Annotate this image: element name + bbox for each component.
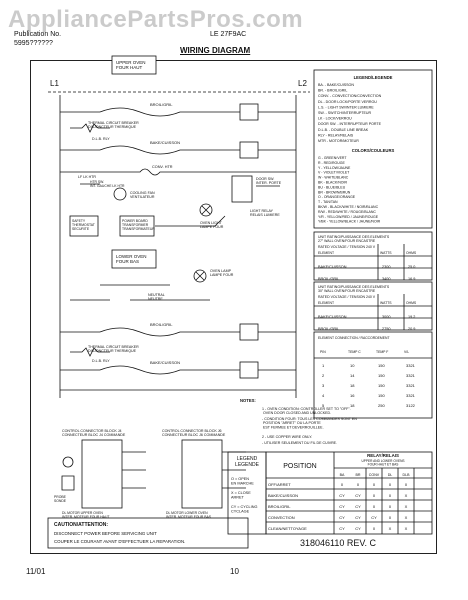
colors-title: COLORS/COULEURS <box>351 148 395 153</box>
upper-light-label: OVEN LIGHT LAMPE FOUR <box>200 221 224 230</box>
relay-cell: 0 <box>372 482 376 487</box>
relay-cell: CY <box>339 493 345 498</box>
pin-cell: 16 <box>350 393 355 398</box>
lower-breaker-label: THERMAL CIRCUIT BREAKER DISJONCTEUR THERMIQUE <box>88 345 139 354</box>
relay-cell: X <box>404 504 408 509</box>
relay-row-label: CLEAN/NETTOYAGE <box>268 526 307 531</box>
rating2-cell: 3000 <box>382 315 391 319</box>
upper-dlb-label: D.L.B. RLY <box>92 137 110 141</box>
lower-dlb-label: D.L.B. RLY <box>92 359 110 363</box>
legend-title: LEGEND/LEGENDE <box>353 75 393 80</box>
rating2-head-element: ELEMENT <box>318 301 335 305</box>
color-item: G - GREEN/VERT <box>318 156 347 160</box>
lower-bake-label: BAKE/CUISSON <box>150 360 181 365</box>
pin-cell: 18 <box>350 383 355 388</box>
relay-cell: 0 <box>372 504 376 509</box>
rating1-subtitle: RATED VOLTAGE / TENSION 240 V <box>318 245 376 249</box>
legend-item: L.S. - LIGHT SW/INTER LUMIERE <box>318 105 374 110</box>
pin-head: PIN <box>320 350 326 354</box>
l1-label: L1 <box>50 79 59 88</box>
pin-cell: 3122 <box>406 403 415 408</box>
rating1-cell: BROIL/GRIL <box>318 277 340 281</box>
lower-neutral-label: NEUTRAL NEUTRE <box>148 293 165 302</box>
relay-cell: 0 <box>404 482 408 487</box>
legend-item: DOOR SW. - INTERRUPTEUR PORTE <box>318 122 382 127</box>
pin-head: TEMP F <box>376 350 389 354</box>
part-number: 318046110 REV. C <box>300 538 377 548</box>
pin-cell: 4 <box>322 393 325 398</box>
motor-lower-label: DL MOTOR LOWER OVEN INTER. MOTEUR FOUR BAS <box>166 511 212 519</box>
color-item: W - WHITE/BLANC <box>318 175 349 180</box>
motor-upper-label: DL MOTOR UPPER OVEN INTER. MOTEUR FOUR HAUT <box>62 511 110 519</box>
relay-cell: 0 <box>356 482 360 487</box>
relay-cell: CY <box>355 493 361 498</box>
relay-cell: CY <box>355 515 361 520</box>
relay-row-label: BROIL/GRIL <box>268 504 291 509</box>
relay-cell: 0 <box>372 526 376 531</box>
color-item: T - TAN/TAN <box>318 200 338 205</box>
rating2-title: UNIT RATING/PUISSANCE DES ELEMENTS 30" WALL OVEN/FOUR ENCASTRE <box>318 285 390 294</box>
relay-col-head: BA <box>339 473 345 477</box>
rating2-head-ohms: OHMS <box>406 301 417 305</box>
relay-cell: 0 <box>388 504 392 509</box>
upper-safety-label: SAFETY THERMOSTAT SECURITE <box>72 219 95 231</box>
pin-head: V/L <box>404 350 410 354</box>
pin-cell: 5 <box>322 403 325 408</box>
caution-line2: COUPER LE COURANT AVANT D'EFFECTUER LA REPARATION. <box>54 539 186 544</box>
pin-cell: 3321 <box>406 363 415 368</box>
relay-col-head: CONV <box>368 473 380 477</box>
pin-cell: 150 <box>378 363 385 368</box>
legend-item: RLY - RELAY/RELAIS <box>318 133 354 138</box>
legend-item: LK - LOCK/VERROU <box>318 116 352 121</box>
relay-cell: X <box>404 515 408 520</box>
publication-number: 5995?????? <box>14 40 53 47</box>
rating1-cell: BAKE/CUISSON <box>318 265 347 269</box>
lower-oven-label: LOWER OVEN FOUR BAS <box>116 254 147 265</box>
note-item: - CONDITION FOUR: TOUS LES COMMANDES SONT EN POSITION "ARRET" OU LA PORTE EST FERMEE ET DEVERROUILLEE. <box>262 417 357 430</box>
lower-broil-label: BROIL/GRIL <box>150 322 173 327</box>
upper-breaker-label: THERMAL CIRCUIT BREAKER DISJONCTEUR THERMIQUE <box>88 121 139 130</box>
switch-legend-item: CY = CYCLING CYCLAGE <box>231 505 258 514</box>
rating1-head-ohms: OHMS <box>406 251 417 255</box>
relay-row-label: OFF/ARRET <box>268 482 291 487</box>
relay-row-label: BAKE/CUISSON <box>268 493 299 498</box>
switch-legend-title: LEGEND LEGENDE <box>235 456 259 468</box>
upper-bake-label: BAKE/CUISSON <box>150 140 181 145</box>
pin-cell: 3321 <box>406 393 415 398</box>
pin-cell: 150 <box>378 393 385 398</box>
upper-conv-label: CONV. HTR <box>152 165 173 169</box>
relay-subtitle: UPPER AND LOWER OVENS FOUR HAUT ET BAS <box>361 459 405 467</box>
pin-table-title: ELEMENT CONNECTION / RACCORDEMENT <box>318 336 390 340</box>
footer-page: 10 <box>230 567 239 576</box>
relay-cell: CY <box>355 526 361 531</box>
upper-oven-label: UPPER OVEN FOUR HAUT <box>116 60 146 71</box>
relay-cell: 0 <box>388 515 392 520</box>
legend-item: BA. - BAKE/CUISSON <box>318 83 354 87</box>
pin-cell: 3 <box>322 383 325 388</box>
caution-title: CAUTION/ATTENTION: <box>54 522 109 528</box>
relay-col-head: DL <box>387 473 393 477</box>
pin-cell: 150 <box>378 383 385 388</box>
color-item: R - RED/ROUGE <box>318 160 345 165</box>
relay-cell: X <box>404 526 408 531</box>
pin-cell: 2 <box>322 373 325 378</box>
color-item: V - VIOLET/VIOLET <box>318 170 350 175</box>
relay-cell: 0 <box>388 482 392 487</box>
rating1-cell: 16.9 <box>408 277 416 281</box>
note-item: 2 - USE COPPER WIRE ONLY. <box>262 435 313 439</box>
color-item: R/W - RED/WHITE / ROUGE/BLANC <box>318 209 376 214</box>
rating1-cell: 25.0 <box>408 265 416 269</box>
pin-cell: 250 <box>378 403 385 408</box>
color-item: BU - BLUE/BLEU <box>318 185 346 190</box>
color-item: O - ORANGE/ORANGE <box>318 195 356 200</box>
probe-label: PROBE SONDE <box>54 495 67 503</box>
model-number: LE 27F9AC <box>210 31 247 38</box>
pin-cell: 18 <box>350 403 355 408</box>
relay-cell: 0 <box>372 493 376 498</box>
switch-legend-item: X = CLOSE ARRET <box>231 491 251 500</box>
color-item: Y/R - YELLOW/RED / JAUNE/ROUGE <box>318 214 379 219</box>
publication-label: Publication No. <box>14 31 62 38</box>
relay-cell: 0 <box>340 482 344 487</box>
pin-cell: 1 <box>322 363 325 368</box>
rating2-cell: 2750 <box>382 327 391 331</box>
color-item: BK/W - BLACK/WHITE / NOIR/BLANC <box>318 205 379 209</box>
rating1-title: UNIT RATING/PUISSANCE DES ELEMENTS 27" WALL OVEN/FOUR ENCASTRE <box>318 235 390 244</box>
rating2-head-watts: WATTS <box>380 301 392 305</box>
note-item: - UTILISER SEULEMENT DU FIL DE CUIVRE. <box>262 441 338 445</box>
upper-htrsw-label: HTR SW. INT. GAUCHE LK HTR <box>90 180 125 188</box>
switch-legend-item: O = OPEN EN MARCHE <box>231 477 254 486</box>
rating1-head-element: ELEMENT <box>318 251 335 255</box>
rating1-cell: 2300 <box>382 265 391 269</box>
relay-cell: CY <box>355 504 361 509</box>
pin-cell: 3321 <box>406 373 415 378</box>
color-item: Y/BK - YELLOW/BLACK / JAUNE/NOIR <box>318 219 381 224</box>
legend-item: MTR - MOTOR/MOTEUR <box>318 139 359 143</box>
diagram-title: WIRING DIAGRAM <box>180 46 251 55</box>
relay-cell: 0 <box>388 493 392 498</box>
color-item: BK - BLACK/NOIR <box>318 180 347 185</box>
rating1-head-watts: WATTS <box>380 251 392 255</box>
rating2-cell: 19.2 <box>408 315 416 319</box>
relay-title: RELAY/RELAIS <box>367 453 399 458</box>
legend-item: SW. - SWITCH/INTERRUPTEUR <box>318 111 372 115</box>
connector-right-label: CONTROL CONNECTOR BLOCK J6 CONNECTEUR BLOC J6 COMMANDE <box>162 429 226 438</box>
rating2-cell: 20.9 <box>408 327 416 331</box>
upper-lklhtr-label: LF LK HTR <box>78 175 96 179</box>
relay-cell: CY <box>339 515 345 520</box>
pin-cell: 150 <box>378 373 385 378</box>
rating1-cell: 3400 <box>382 277 391 281</box>
upper-relay-label: LIGHT RELAY RELAIS LUMIERE <box>250 209 280 218</box>
legend-item: D.L.B. - DOUBLE LINE BREAK <box>318 127 369 132</box>
watermark: AppliancePartsPros.com <box>8 6 304 33</box>
upper-xfmr-label: POWER BOARD TRANSFORMER TRANSFORMATEUR <box>122 219 155 231</box>
l2-label: L2 <box>298 79 307 88</box>
footer-date: 11/01 <box>26 567 46 576</box>
color-item: BR - BROWN/BRUN <box>318 190 351 195</box>
notes-title: NOTES: <box>240 398 256 403</box>
upper-broil-label: BROIL/GRIL <box>150 102 173 107</box>
text-layer <box>50 60 417 548</box>
relay-cell: X <box>404 493 408 498</box>
lower-light-label: OVEN LAMP LAMPE FOUR <box>210 269 234 278</box>
legend-item: DL - DOOR LOCK/PORTE VERROU <box>318 99 377 104</box>
upper-door-label: DOOR SW. INTER. PORTE <box>256 177 282 186</box>
color-item: Y - YELLOW/JAUNE <box>318 165 351 170</box>
relay-cell: CY <box>339 504 345 509</box>
connector-left-label: CONTROL CONNECTOR BLOCK J4 CONNECTEUR BLOC J4 COMMANDE <box>62 429 126 438</box>
legend-item: CONV. - CONVECTION/CONVECTION <box>318 94 382 99</box>
pin-cell: 14 <box>350 373 355 378</box>
relay-col-head: DLB <box>402 473 410 477</box>
relay-cell: X <box>388 526 392 531</box>
caution-line1: DISCONNECT POWER BEFORE SERVICING UNIT <box>54 531 157 536</box>
relay-cell: CY <box>339 526 345 531</box>
pin-head: TEMP C <box>348 350 361 354</box>
rating2-cell: BROIL/GRIL <box>318 327 340 331</box>
relay-position-head: POSITION <box>283 463 317 470</box>
note-item: 1 - OVEN CONDITION: CONTROLLER SET TO "OFF". OVEN DOOR CLOSED AND UNLOCKED. <box>262 407 351 416</box>
legend-item: BR. - BROIL/GRIL <box>318 88 348 93</box>
relay-cell: CY <box>371 515 377 520</box>
relay-col-head: BR <box>355 473 361 477</box>
upper-fan-label: COOLING FAN VENTILATEUR <box>130 191 155 200</box>
rating2-cell: BAKE/CUISSON <box>318 315 347 319</box>
pin-cell: 10 <box>350 363 355 368</box>
pin-cell: 3321 <box>406 383 415 388</box>
rating2-subtitle: RATED VOLTAGE / TENSION 240 V <box>318 295 376 299</box>
relay-row-label: CONVECTION <box>268 515 295 520</box>
